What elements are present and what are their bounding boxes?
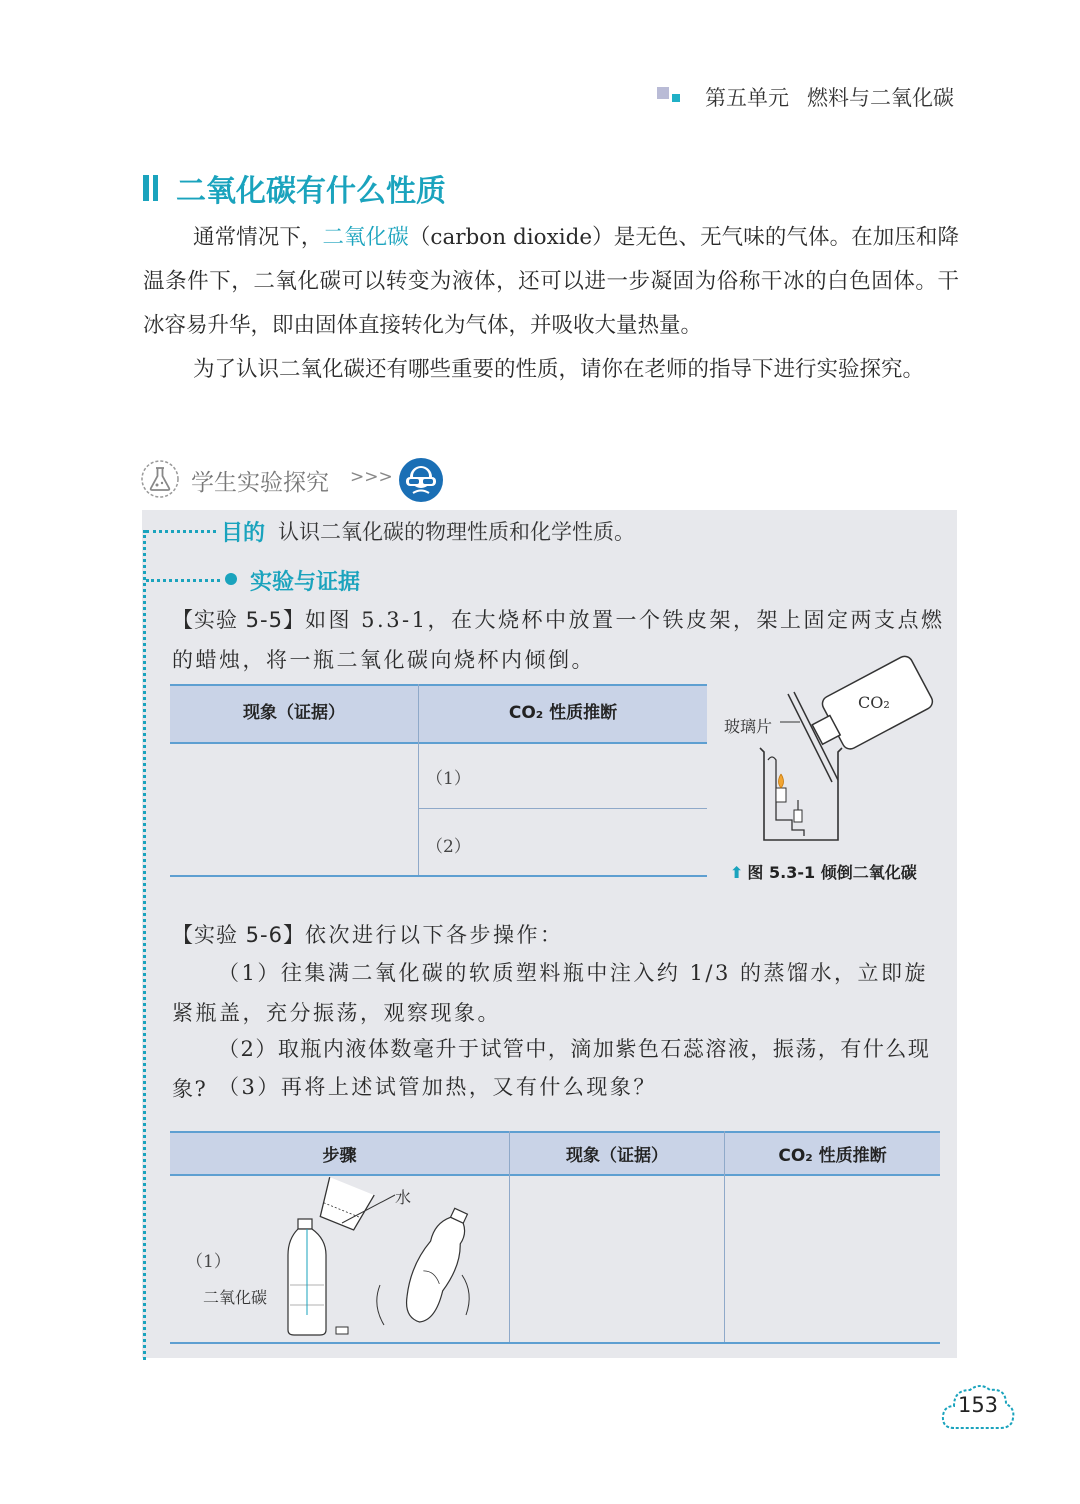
safety-goggles-icon: [398, 457, 444, 503]
co2-label: 二氧化碳: [203, 1288, 268, 1307]
caption-text: 倾倒二氧化碳: [820, 863, 917, 882]
table-header-phenomenon: 现象（证据）: [566, 1146, 668, 1166]
table-row-label-2: （2）: [426, 837, 471, 857]
evidence-label: 实验与证据: [250, 570, 361, 595]
exp56-intro: 依次进行以下各步操作：: [304, 923, 564, 947]
glass-plate-label: 玻璃片: [724, 717, 773, 736]
para-rest: （carbon dioxide）是无色、无气味的气体。在加压和降温条件下，二氧化碳可以转变为液体，还可以进一步凝固为俗称干冰的白色固体。干冰容易升华，即由固体直接转化为气体，并吸收大量热量。: [143, 225, 959, 338]
inquiry-paragraph: 为了认识二氧化碳还有哪些重要的性质，请你在老师的指导下进行实验探究。: [193, 357, 925, 382]
table-header-inference: CO₂ 性质推断: [778, 1146, 887, 1166]
inquiry-title: 学生实验探究: [191, 470, 329, 496]
exp56-label: 【实验 5-6】: [172, 923, 305, 947]
table-header-phenomenon: 现象（证据）: [243, 703, 345, 723]
inquiry-arrows: >>>: [350, 467, 393, 487]
exp55-label: 【实验 5-5】: [172, 608, 305, 632]
keyword-co2: 二氧化碳: [322, 225, 409, 250]
figure-caption: [730, 860, 917, 883]
table-divider-2: [724, 1131, 725, 1344]
table-header-step: 步骤: [322, 1146, 357, 1166]
exp56-step-2: （2）取瓶内液体数毫升于试管中，滴加紫色石蕊溶液，振荡，有什么现象?: [172, 1037, 931, 1101]
intro-paragraph: [143, 216, 959, 348]
unit-title: 燃料与二氧化碳: [807, 86, 954, 110]
title-bar-icon: [143, 175, 149, 201]
exp55-text: 如图 5.3-1，在大烧杯中放置一个铁皮架，架上固定两支点燃的蜡烛，将一瓶二氧化碳向烧杯内倾倒。: [172, 608, 945, 672]
section-title: 二氧化碳有什么性质: [176, 174, 446, 209]
header-square-icon: [657, 87, 669, 99]
exp56-step-3: （3）再将上述试管加热，又有什么现象？: [218, 1075, 657, 1099]
caption-number: 图 5.3-1: [747, 863, 816, 882]
caption-arrow-icon: ⬆: [730, 863, 744, 882]
table-bottom-rule: [170, 1342, 940, 1344]
water-label: 水: [395, 1188, 412, 1207]
dotted-guide-line: [143, 530, 146, 1360]
running-header: [657, 80, 977, 112]
table-5-5: [170, 684, 707, 877]
flask-icon: [140, 459, 180, 499]
table-header-inference: CO₂ 性质推断: [508, 703, 618, 723]
experiment-5-6: [172, 915, 947, 955]
table-row-label-1: （1）: [426, 769, 471, 789]
table-divider: [418, 684, 419, 877]
title-bar-icon-2: [153, 175, 158, 201]
figure-pour-co2: [720, 650, 955, 850]
header-text: [705, 82, 954, 112]
table-row-divider: [419, 808, 707, 809]
goal-label: 目的: [221, 521, 266, 546]
exp56-step-1: （1）往集满二氧化碳的软质塑料瓶中注入约 1/3 的蒸馏水，立即旋紧瓶盖，充分振荡，观察现象。: [172, 961, 929, 1025]
goal-text: 认识二氧化碳的物理性质和化学性质。: [278, 520, 635, 544]
evidence-dotted-connector: [146, 579, 220, 582]
goal-dotted-connector: [146, 530, 216, 533]
co2-bottle-label: CO₂: [858, 693, 890, 712]
header-small-square-icon: [672, 94, 680, 102]
unit-number: 第五单元: [705, 86, 789, 110]
bottle-water-illustration: [280, 1175, 480, 1340]
table-bottom-rule: [170, 875, 707, 877]
table-divider: [509, 1131, 510, 1344]
para-lead: 通常情况下，: [193, 225, 323, 250]
bullet-dot-icon: [225, 573, 237, 585]
page-number: 153: [957, 1393, 999, 1417]
table-row-label-1: （1）: [186, 1252, 231, 1272]
